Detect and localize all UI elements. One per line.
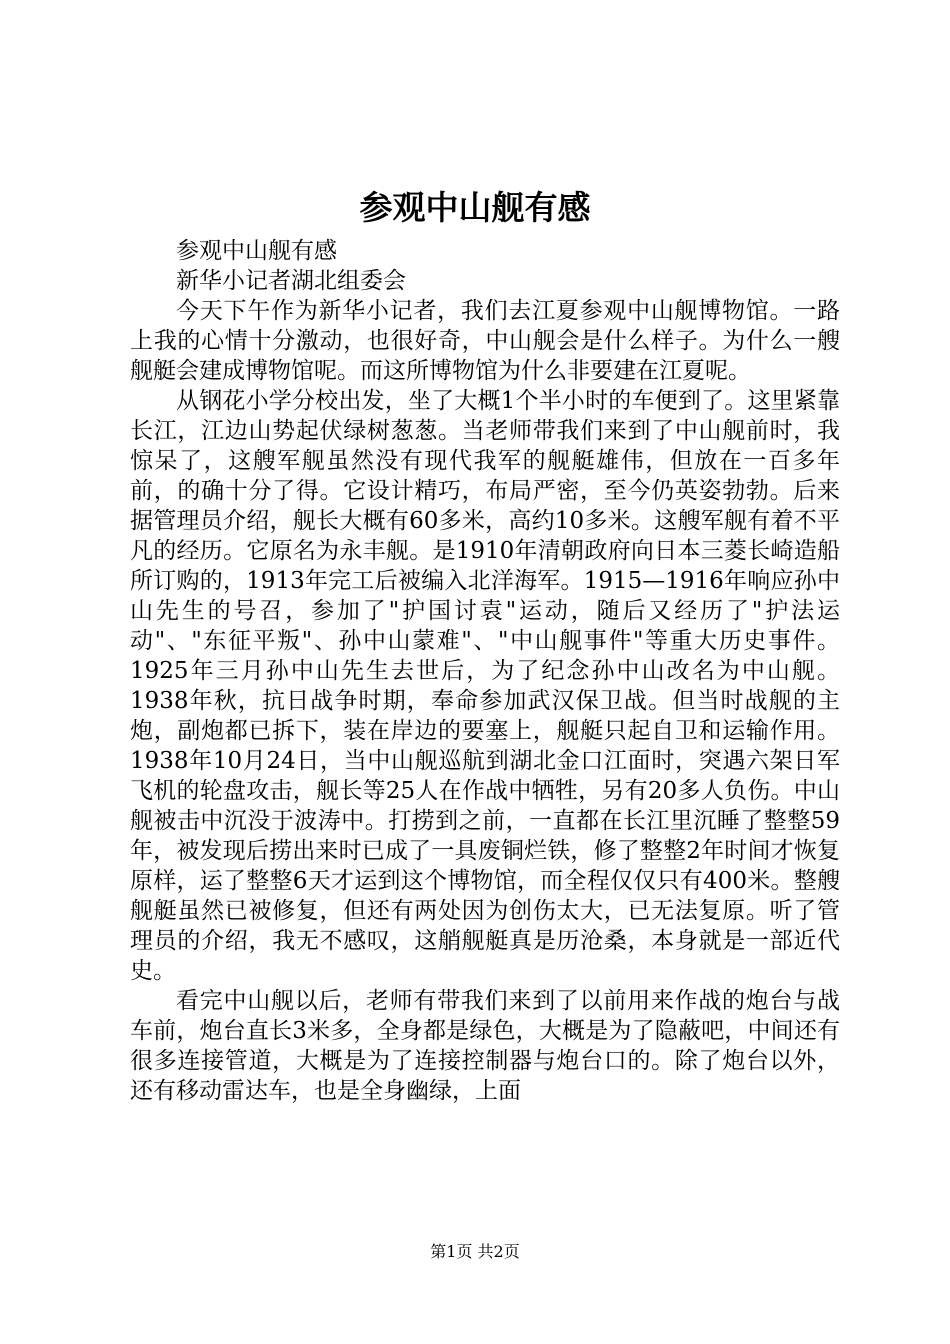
paragraph: 今天下午作为新华小记者，我们去江夏参观中山舰博物馆。一路上我的心情十分激动，也很好奇，中山舰会是什么样子。为什么一艘舰艇会建成博物馆呢。而这所博物馆为什么非要建在江夏呢。 (130, 298, 840, 384)
paragraph: 从钢花小学分校出发，坐了大概1个半小时的车便到了。这里紧靠长江，江边山势起伏绿树葱葱。当老师带我们来到了中山舰前时，我惊呆了，这艘军舰虽然没有现代我军的舰艇雄伟，但放在一百多年前，的确十分了得。它设计精巧，布局严密，至今仍英姿勃勃。后来据管理员介绍，舰长大概有60多米，高约10多米。这艘军舰有着不平凡的经历。它原名为永丰舰。是1910年清朝政府向日本三菱长崎造船所订购的，1913年完工后被编入北洋海军。1915—1916年响应孙中山先生的号召，参加了"护国讨袁"运动，随后又经历了"护法运动"、"东征平叛"、孙中山蒙难"、"中山舰事件"等重大历史事件。1925年三月孙中山先生去世后，为了纪念孙中山改名为中山舰。1938年秋，抗日战争时期，奉命参加武汉保卫战。但当时战舰的主炮，副炮都已拆下，装在岸边的要塞上，舰艇只起自卫和运输作用。1938年10月24日，当中山舰巡航到湖北金口江面时，突遇六架日军飞机的轮盘攻击，舰长等25人在作战中牺牲，另有20多人负伤。中山舰被击中沉没于波涛中。打捞到之前，一直都在长江里沉睡了整整59年，被发现后捞出来时已成了一具废铜烂铁，修了整整2年时间才恢复原样，运了整整6天才运到这个博物馆，而全程仅仅只有400米。整艘舰艇虽然已被修复，但还有两处因为创伤太大，已无法复原。听了管理员的介绍，我无不感叹，这艄舰艇真是历沧桑，本身就是一部近代史。 (130, 388, 840, 984)
document-body (130, 236, 840, 1106)
paragraph-subtitle: 参观中山舰有感 (176, 238, 337, 264)
page-footer: 第1页 共2页 (430, 1242, 520, 1261)
paragraph-author: 新华小记者湖北组委会 (176, 268, 406, 294)
paragraph: 看完中山舰以后，老师有带我们来到了以前用来作战的炮台与战车前，炮台直长3米多，全身都是绿色，大概是为了隐蔽吧，中间还有很多连接管道，大概是为了连接控制器与炮台口的。除了炮台以外，还有移动雷达车，也是全身幽绿，上面 (130, 988, 840, 1104)
document-title: 参观中山舰有感 (359, 188, 591, 227)
